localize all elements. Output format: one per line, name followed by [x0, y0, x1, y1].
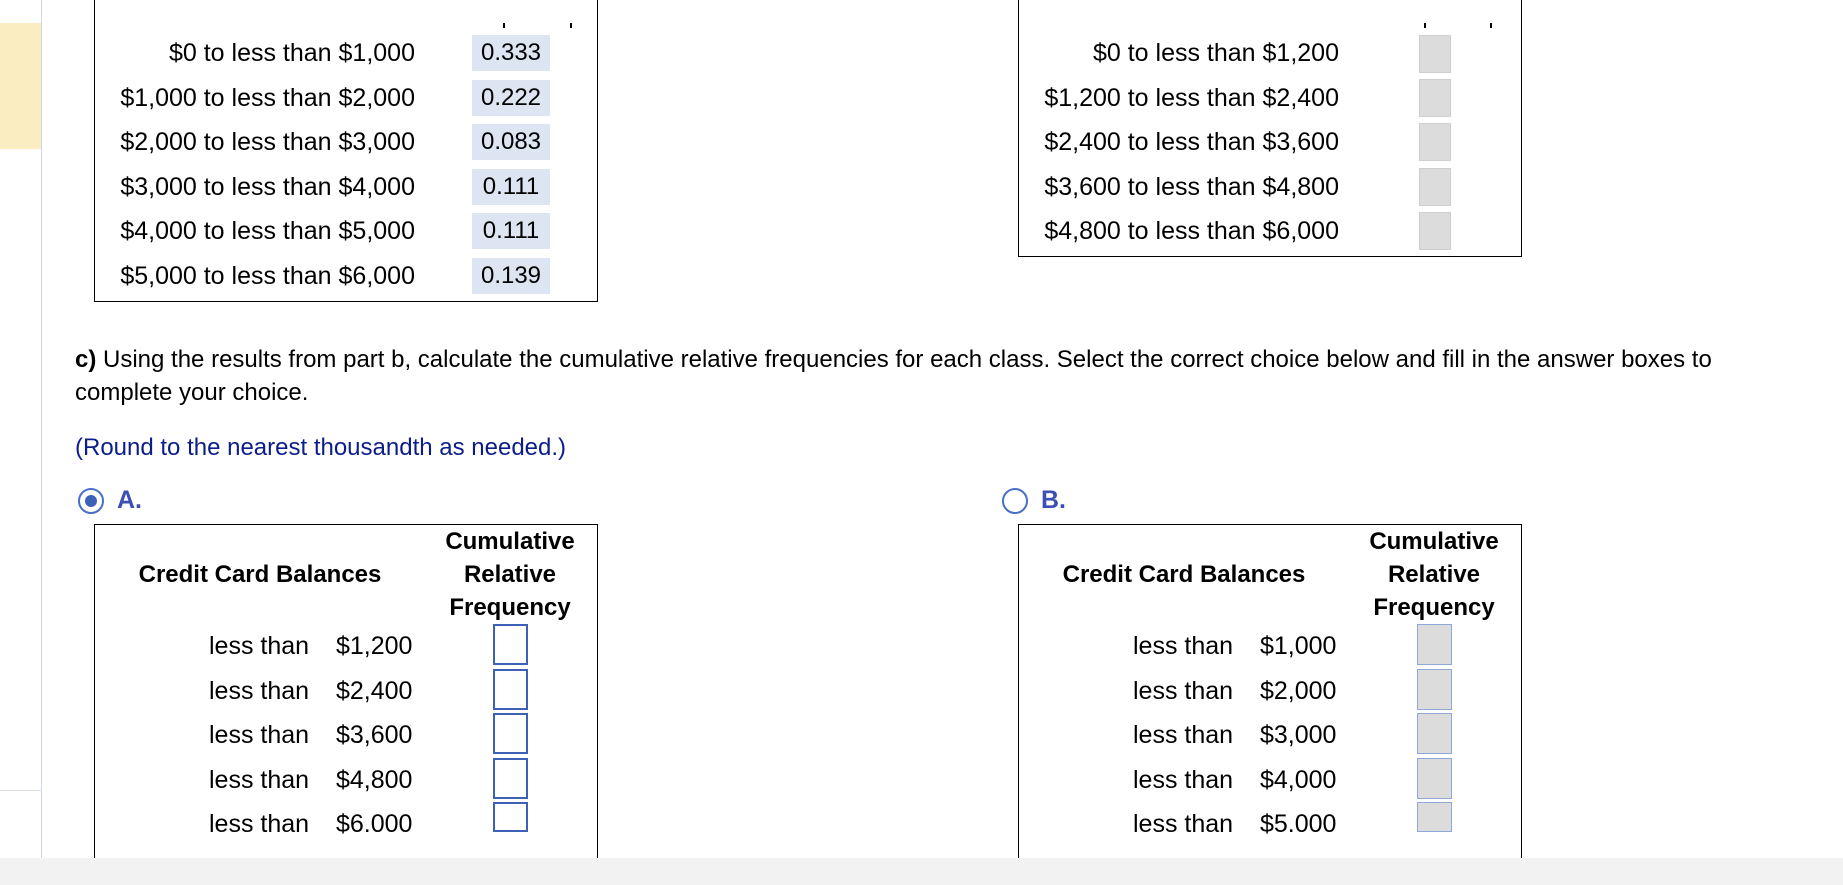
question-part-label: c) [75, 346, 97, 373]
cumulative-answer-input[interactable] [493, 713, 528, 754]
class-label: $1,000 to less than $2,000 [120, 84, 415, 112]
disabled-answer-box [1417, 802, 1452, 832]
row-prefix: less than [1133, 810, 1234, 838]
row-prefix: less than [209, 677, 310, 705]
table-tick [1424, 23, 1426, 28]
row-prefix: less than [1133, 677, 1234, 705]
disabled-answer-box [1419, 79, 1451, 117]
column-header-balances: Credit Card Balances [138, 561, 382, 588]
cumulative-answer-input[interactable] [493, 758, 528, 799]
disabled-answer-box [1417, 669, 1452, 710]
row-amount: $3,000 [1260, 721, 1337, 749]
question-text [75, 343, 1843, 409]
relative-frequency-value: 0.333 [472, 35, 550, 71]
class-label: $2,000 to less than $3,000 [120, 128, 415, 156]
table-tick [503, 23, 505, 28]
option-b-radio[interactable] [1002, 488, 1028, 514]
row-prefix: less than [209, 810, 310, 838]
question-line-2: complete your choice. [75, 379, 309, 406]
row-prefix: less than [209, 766, 310, 794]
disabled-answer-box [1419, 212, 1451, 250]
option-a-radio[interactable] [78, 488, 104, 514]
cumulative-answer-input[interactable] [493, 802, 528, 832]
class-label: $0 to less than $1,000 [168, 39, 415, 67]
relative-frequency-value: 0.222 [472, 80, 550, 116]
row-amount: $5.000 [1260, 810, 1337, 838]
class-label: $1,200 to less than $2,400 [1044, 84, 1339, 112]
cumulative-answer-input[interactable] [493, 669, 528, 710]
row-amount: $1,200 [336, 632, 413, 660]
relative-frequency-value: 0.111 [472, 213, 550, 249]
class-label: $3,600 to less than $4,800 [1044, 173, 1339, 201]
class-label: $0 to less than $1,200 [1092, 39, 1339, 67]
option-a-label[interactable]: A. [117, 486, 142, 514]
class-label: $4,800 to less than $6,000 [1044, 217, 1339, 245]
disabled-answer-box [1419, 123, 1451, 161]
sidebar-border [41, 0, 42, 858]
row-amount: $6.000 [336, 810, 413, 838]
disabled-answer-box [1419, 35, 1451, 73]
table-tick [1490, 23, 1492, 28]
column-header-balances: Credit Card Balances [1062, 561, 1306, 588]
sidebar-highlight [0, 23, 41, 149]
relative-frequency-value: 0.083 [472, 124, 550, 160]
row-amount: $2,400 [336, 677, 413, 705]
row-prefix: less than [209, 721, 310, 749]
row-amount: $2,000 [1260, 677, 1337, 705]
disabled-answer-box [1417, 758, 1452, 799]
class-label: $3,000 to less than $4,000 [120, 173, 415, 201]
row-amount: $3,600 [336, 721, 413, 749]
question-line-1: Using the results from part b, calculate the cumulative relative frequencies for each class. Select the correct choice below and fill in the answer boxes to [96, 346, 1712, 373]
column-header-frequency: Cumulative Relative Frequency [445, 528, 575, 621]
class-label: $2,400 to less than $3,600 [1044, 128, 1339, 156]
class-label: $4,000 to less than $5,000 [120, 217, 415, 245]
disabled-answer-box [1417, 624, 1452, 665]
sidebar-divider [0, 790, 41, 791]
row-amount: $4,000 [1260, 766, 1337, 794]
disabled-answer-box [1417, 713, 1452, 754]
bottom-bar [0, 858, 1843, 885]
column-header-frequency: Cumulative Relative Frequency [1369, 528, 1499, 621]
row-amount: $1,000 [1260, 632, 1337, 660]
disabled-answer-box [1419, 168, 1451, 206]
relative-frequency-value: 0.111 [472, 169, 550, 205]
cumulative-answer-input[interactable] [493, 624, 528, 665]
row-prefix: less than [209, 632, 310, 660]
table-tick [570, 23, 572, 28]
row-prefix: less than [1133, 721, 1234, 749]
option-b-label[interactable]: B. [1041, 486, 1066, 514]
row-prefix: less than [1133, 632, 1234, 660]
rounding-instruction: (Round to the nearest thousandth as needed.) [75, 434, 567, 461]
class-label: $5,000 to less than $6,000 [120, 262, 415, 290]
row-prefix: less than [1133, 766, 1234, 794]
relative-frequency-value: 0.139 [472, 258, 550, 294]
row-amount: $4,800 [336, 766, 413, 794]
